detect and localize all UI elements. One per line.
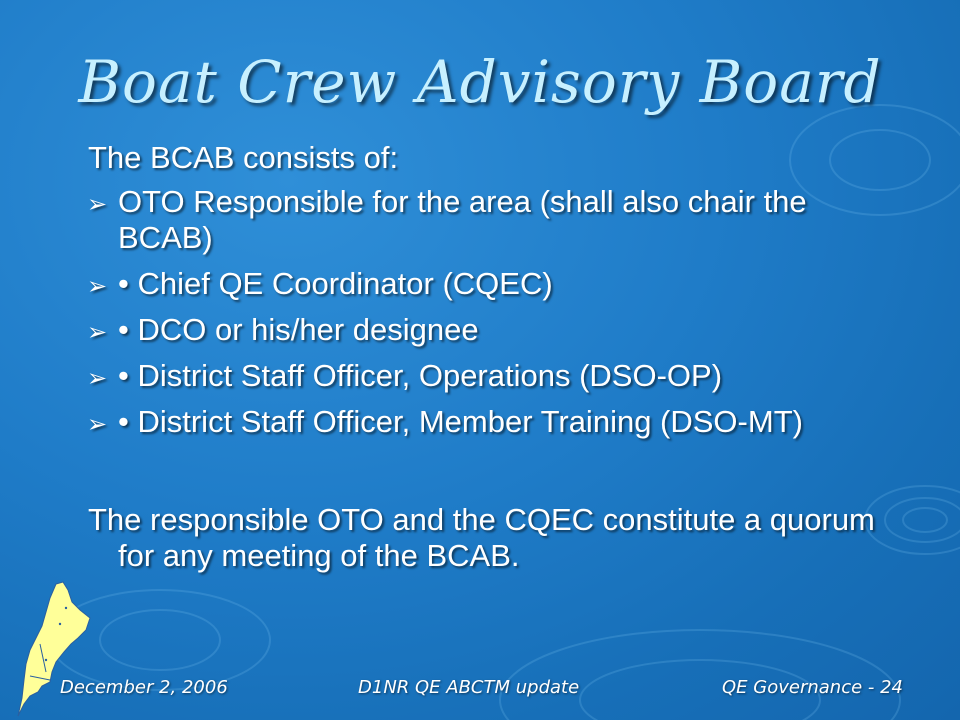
bullet-text: • District Staff Officer, Operations (DSO-OP) — [118, 358, 723, 393]
bullet-list — [88, 184, 908, 440]
bullet-item — [88, 266, 908, 302]
bullet-item — [88, 358, 908, 394]
bullet-item — [88, 312, 908, 348]
arrow-bullet-icon: ➢ — [87, 272, 108, 300]
bullet-text: OTO Responsible for the area (shall also chair the BCAB) — [118, 184, 807, 255]
bullet-text: • DCO or his/her designee — [118, 312, 479, 347]
closing-text: The responsible OTO and the CQEC constitute a quorum for any meeting of the BCAB. — [88, 502, 875, 573]
footer-date: December 2, 2006 — [60, 677, 228, 698]
arrow-bullet-icon: ➢ — [87, 190, 108, 218]
slide-title: Boat Crew Advisory Board — [78, 48, 882, 116]
slide-body — [88, 140, 908, 574]
bullet-text: • District Staff Officer, Member Training (DSO-MT) — [118, 404, 803, 439]
intro-text: The BCAB consists of: — [88, 140, 399, 175]
footer-slide-number: QE Governance - 24 — [722, 677, 904, 698]
bullet-text: • Chief QE Coordinator (CQEC) — [118, 266, 553, 301]
arrow-bullet-icon: ➢ — [87, 318, 108, 346]
arrow-bullet-icon: ➢ — [87, 410, 108, 438]
arrow-bullet-icon: ➢ — [87, 364, 108, 392]
footer-presentation-title: D1NR QE ABCTM update — [358, 677, 580, 698]
bullet-item — [88, 184, 908, 256]
bullet-item — [88, 404, 908, 440]
